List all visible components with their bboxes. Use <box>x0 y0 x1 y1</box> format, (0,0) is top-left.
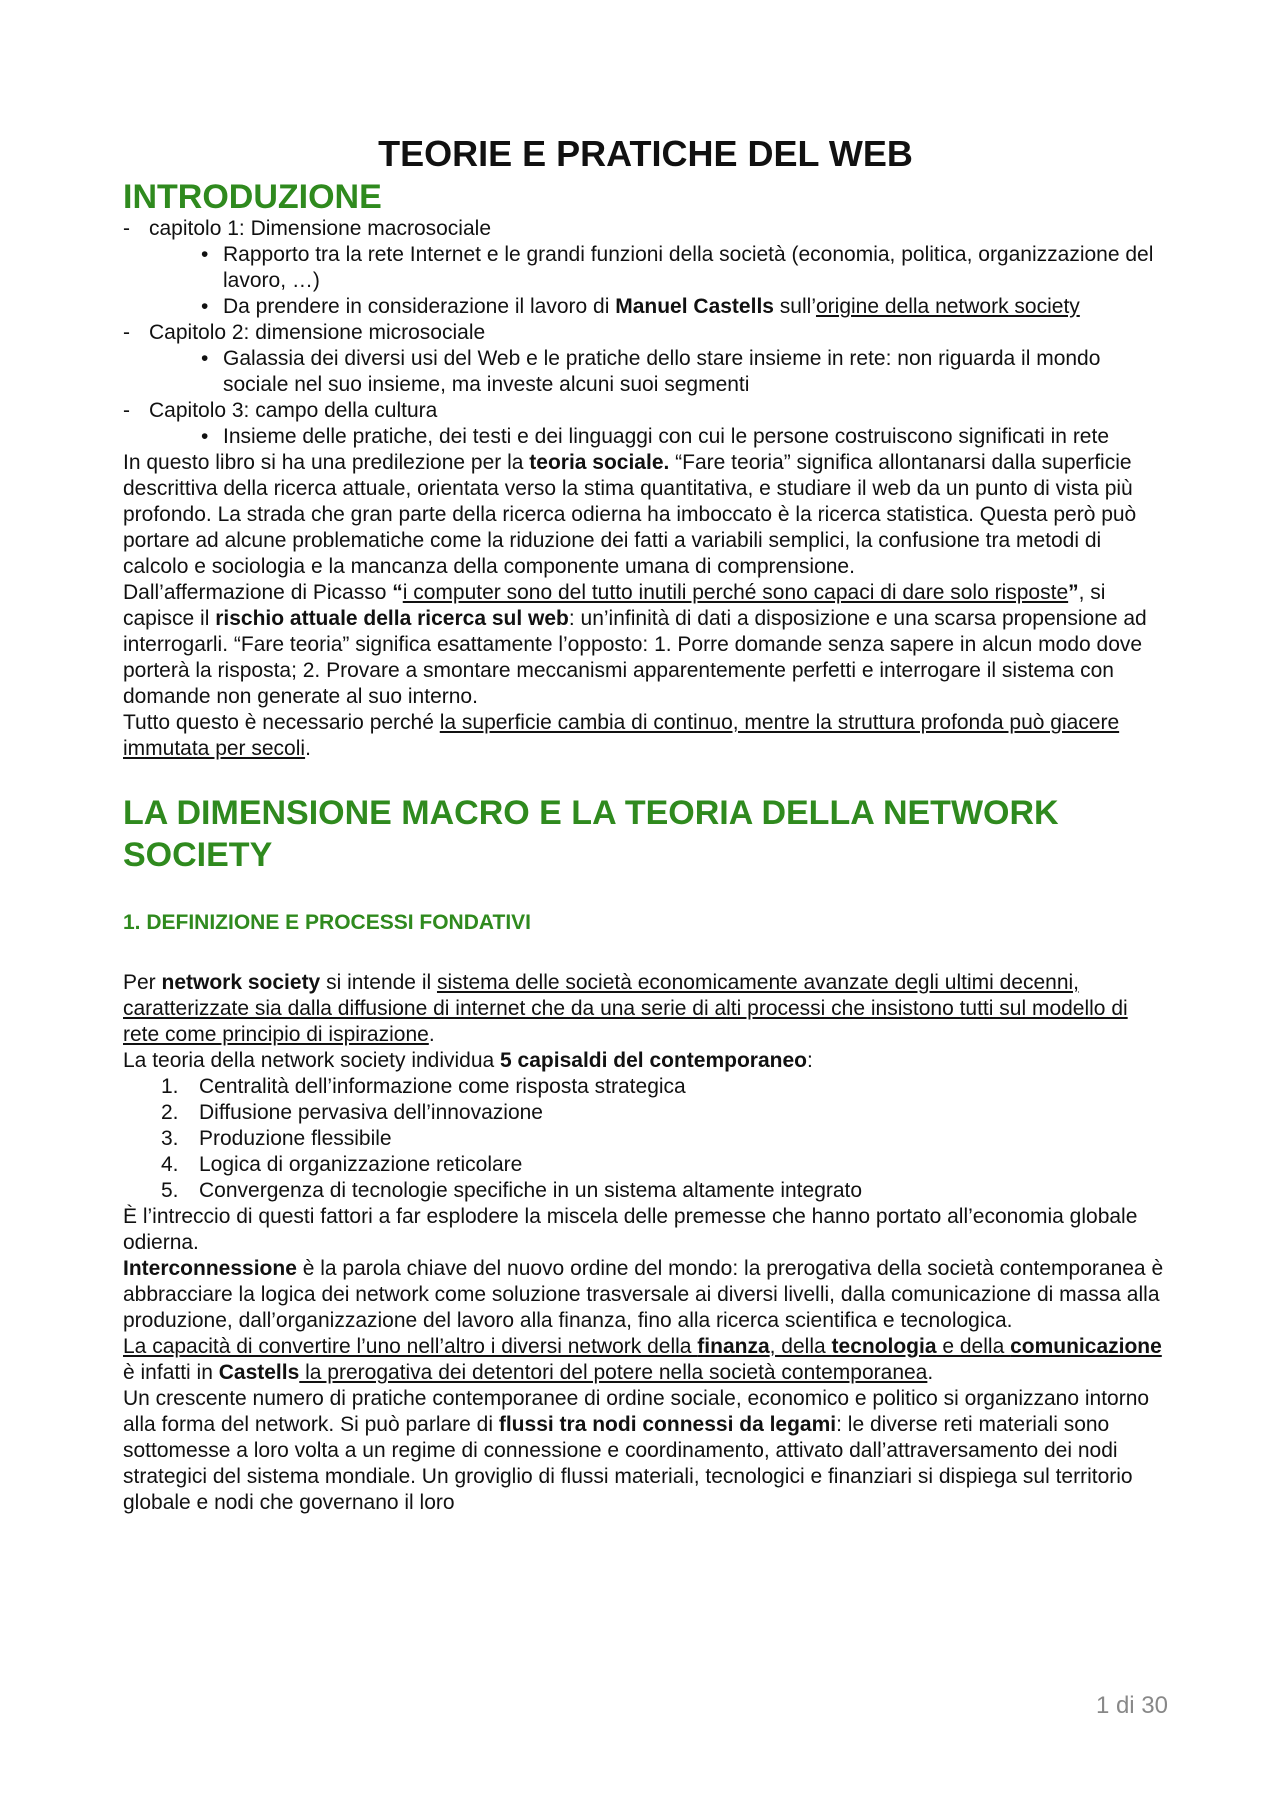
section-paragraph-1: Per network society si intende il sistema delle società economicamente avanzate degli ultimi decenni, caratterizzate sia dalla diffusione di internet che da una serie di alti processi che insistono tutti sul modello di rete come principio di ispirazione. <box>123 971 1128 1046</box>
chapter-item: - Capitolo 2: dimensione microsociale <box>123 321 486 344</box>
chapter-label: Capitolo 2: dimensione microsociale <box>149 321 486 344</box>
bullet-text: Insieme delle pratiche, dei testi e dei linguaggi con cui le persone costruiscono significati in rete <box>223 425 1109 448</box>
page-number: 1 di 30 <box>1095 1692 1168 1719</box>
section-paragraph-3: È l’intreccio di questi fattori a far esplodere la miscela delle premesse che hanno portato all’economia globale odierna. <box>123 1205 1138 1254</box>
document-page <box>123 120 1168 1516</box>
section-paragraph-5: La capacità di convertire l’uno nell’altro i diversi network della finanza, della tecnologia e della comunicazione è infatti in Castells la prerogativa dei detentori del potere nella società contemporanea. <box>123 1335 1162 1384</box>
section-paragraph-4: Interconnessione è la parola chiave del nuovo ordine del mondo: la prerogativa della società contemporanea è abbracciare la logica dei network come soluzione trasversale ai diversi livelli, dalla comunicazione di massa alla produzione, dall’organizzazione del lavoro alla finanza, fino alla ricerca scientifica e tecnologica. <box>123 1257 1164 1332</box>
chapter-item: - Capitolo 3: campo della cultura <box>123 399 438 422</box>
capisaldi-list <box>123 1074 1168 1204</box>
list-item: 2. Diffusione pervasiva dell’innovazione <box>161 1101 543 1124</box>
bullet-item: • Galassia dei diversi usi del Web e le pratiche dello stare insieme in rete: non riguarda il mondo sociale nel suo insieme, ma investe alcuni suoi segmenti <box>123 346 1168 398</box>
bullet-text: Rapporto tra la rete Internet e le grandi funzioni della società (economia, politica, organizzazione del lavoro, …) <box>223 243 1154 292</box>
list-item: 4. Logica di organizzazione reticolare <box>161 1153 523 1176</box>
section-heading: LA DIMENSIONE MACRO E LA TEORIA DELLA NETWORK SOCIETY <box>123 794 1059 874</box>
chapter-label: Capitolo 3: campo della cultura <box>149 399 438 422</box>
section-paragraph-2: La teoria della network society individua 5 capisaldi del contemporaneo: <box>123 1049 813 1072</box>
chapter-list <box>123 216 1168 450</box>
intro-paragraph-2: Dall’affermazione di Picasso “i computer sono del tutto inutili perché sono capaci di dare solo risposte”, si capisce il rischio attuale della ricerca sul web: un’infinità di dati a disposizione e una scarsa propensione ad interrogarli. “Fare teoria” significa esattamente l’opposto: 1. Porre domande senza sapere in alcun modo dove porterà la risposta; 2. Provare a smontare meccanismi apparentemente perfetti e interrogare il sistema con domande non generate al suo interno. <box>123 581 1147 708</box>
chapter-item: - capitolo 1: Dimensione macrosociale <box>123 217 491 240</box>
document-title: TEORIE E PRATICHE DEL WEB <box>378 133 913 174</box>
subsection-heading: 1. DEFINIZIONE E PROCESSI FONDATIVI <box>123 911 531 934</box>
bullet-item: • Insieme delle pratiche, dei testi e dei linguaggi con cui le persone costruiscono significati in rete <box>201 425 1109 448</box>
list-item: 5. Convergenza di tecnologie specifiche in un sistema altamente integrato <box>161 1179 863 1202</box>
intro-paragraph-1: In questo libro si ha una predilezione per la teoria sociale. “Fare teoria” significa allontanarsi dalla superficie descrittiva della ricerca attuale, orientata verso la stima quantitativa, e studiare il web da un punto di vista più profondo. La strada che gran parte della ricerca odierna ha imboccato è la ricerca statistica. Questa però può portare ad alcune problematiche come la riduzione dei fatti a variabili semplici, la confusione tra metodi di calcolo e sociologia e la mancanza della componente umana di comprensione. <box>123 451 1137 578</box>
chapter-label: capitolo 1: Dimensione macrosociale <box>149 217 491 240</box>
list-item: 1. Centralità dell’informazione come risposta strategica <box>161 1075 686 1098</box>
bullet-item: • Da prendere in considerazione il lavoro di Manuel Castells sull’origine della network society <box>201 295 1080 318</box>
bullet-item: • Rapporto tra la rete Internet e le grandi funzioni della società (economia, politica, organizzazione del lavoro, …) <box>123 242 1168 294</box>
bullet-text: Da prendere in considerazione il lavoro di Manuel Castells sull’origine della network society <box>223 295 1080 318</box>
section-paragraph-6: Un crescente numero di pratiche contemporanee di ordine sociale, economico e politico si organizzano intorno alla forma del network. Si può parlare di flussi tra nodi connessi da legami: le diverse reti materiali sono sottomesse a loro volta a un regime di connessione e coordinamento, attivato dall’attraversamento dei nodi strategici del sistema mondiale. Un groviglio di flussi materiali, tecnologici e finanziari si dispiega sul territorio globale e nodi che governano il loro <box>123 1387 1150 1514</box>
intro-paragraph-3: Tutto questo è necessario perché la superficie cambia di continuo, mentre la struttura profonda può giacere immutata per secoli. <box>123 711 1120 760</box>
bullet-text: Galassia dei diversi usi del Web e le pratiche dello stare insieme in rete: non riguarda il mondo sociale nel suo insieme, ma investe alcuni suoi segmenti <box>223 347 1101 396</box>
list-item: 3. Produzione flessibile <box>161 1127 392 1150</box>
intro-heading: INTRODUZIONE <box>123 178 382 216</box>
